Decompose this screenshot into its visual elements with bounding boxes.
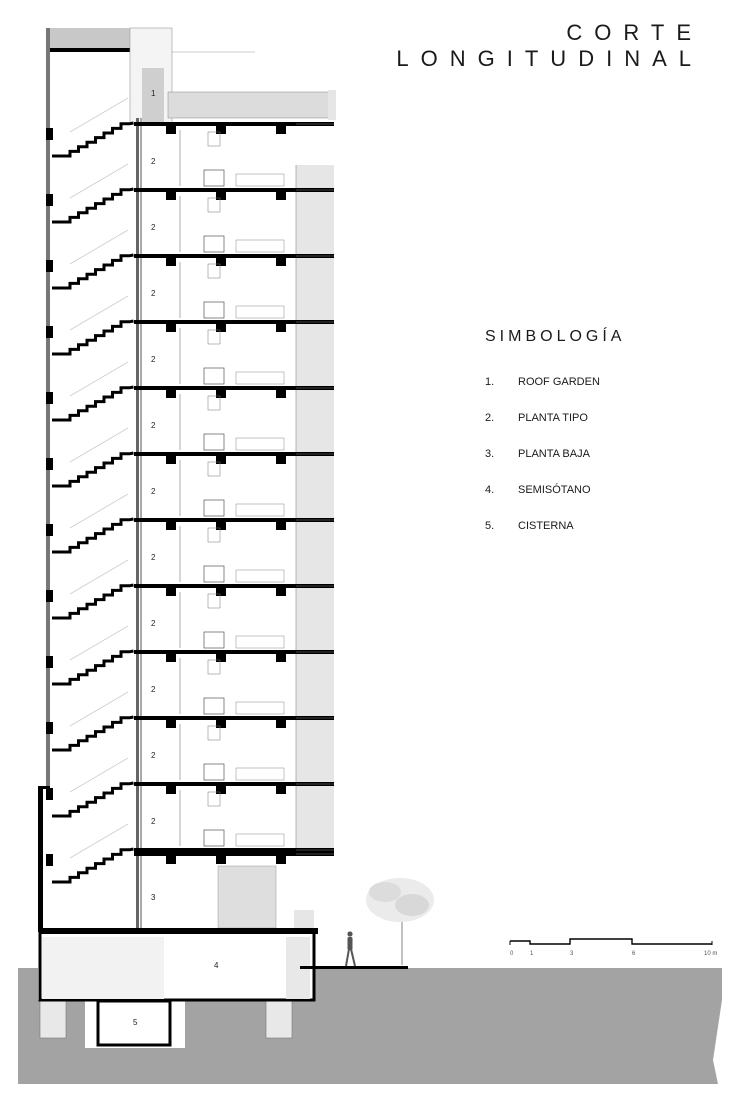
legend-item-label: PLANTA TIPO <box>518 412 588 424</box>
beam-section <box>276 785 286 794</box>
beam-section <box>276 719 286 728</box>
roof-garden-planters <box>168 92 330 118</box>
landing-slab <box>46 392 53 404</box>
legend-item <box>485 484 625 520</box>
furniture-element <box>236 636 284 648</box>
legend-item-label: CISTERNA <box>518 520 574 532</box>
scale-tick-label: 0 <box>510 951 514 957</box>
beam-section <box>166 587 176 596</box>
legend-item-number: 4. <box>485 484 495 496</box>
title-line-2: LONGITUDINAL <box>396 46 703 71</box>
legend-item-label: SEMISÓTANO <box>518 484 591 496</box>
furniture-element <box>208 660 220 674</box>
furniture-element <box>204 566 224 582</box>
furniture-element <box>208 594 220 608</box>
furniture-element <box>236 504 284 516</box>
beam-section <box>216 125 226 134</box>
furniture-element <box>236 702 284 714</box>
landing-slab <box>46 656 53 668</box>
stair-flight <box>52 519 134 552</box>
beam-section <box>276 323 286 332</box>
floor-label: 2 <box>151 223 156 232</box>
legend-item <box>485 412 625 448</box>
stair-flight <box>52 387 134 420</box>
stair-flight <box>52 255 134 288</box>
floor-label: 2 <box>151 685 156 694</box>
beam-section <box>276 587 286 596</box>
stair-flight <box>52 849 134 882</box>
beam-section <box>216 521 226 530</box>
furniture-element <box>236 240 284 252</box>
beam-section <box>276 855 286 864</box>
beam-section <box>216 389 226 398</box>
furniture-element <box>236 306 284 318</box>
scale-tick-label: 6 <box>632 951 636 957</box>
legend-title: SIMBOLOGÍA <box>485 328 626 345</box>
legend-item-number: 3. <box>485 448 495 460</box>
legend-item <box>485 448 625 484</box>
legend-item <box>485 520 625 556</box>
furniture-element <box>204 632 224 648</box>
person-figure <box>346 931 355 966</box>
label-semisotano: 4 <box>214 961 219 970</box>
furniture-element <box>204 500 224 516</box>
beam-section <box>276 389 286 398</box>
beam-section <box>166 653 176 662</box>
legend-panel <box>485 328 625 556</box>
stair-flight <box>52 453 134 486</box>
beam-section <box>276 455 286 464</box>
beam-section <box>166 719 176 728</box>
beam-section <box>166 855 176 864</box>
legend-item-number: 2. <box>485 412 495 424</box>
furniture-element <box>208 198 220 212</box>
beam-section <box>216 653 226 662</box>
legend-item-label: PLANTA BAJA <box>518 448 590 460</box>
beam-section <box>276 521 286 530</box>
furniture-element <box>204 302 224 318</box>
landing-slab <box>46 788 53 800</box>
furniture-element <box>204 698 224 714</box>
beam-section <box>216 587 226 596</box>
furniture-element <box>204 236 224 252</box>
stair-flight <box>52 717 134 750</box>
legend-item-label: ROOF GARDEN <box>518 376 600 388</box>
beam-section <box>216 719 226 728</box>
legend-item-number: 5. <box>485 520 495 532</box>
scale-tick-label: 10 m <box>704 951 718 957</box>
landing-slab <box>46 722 53 734</box>
floor-label: 2 <box>151 619 156 628</box>
label-planta-baja: 3 <box>151 893 156 902</box>
furniture-element <box>208 264 220 278</box>
scale-tick-label: 3 <box>570 951 574 957</box>
landing-slab <box>46 590 53 602</box>
landing-slab <box>46 194 53 206</box>
label-cisterna: 5 <box>133 1018 138 1027</box>
ground-floor-glazing <box>218 866 276 928</box>
landing-slab <box>46 854 53 866</box>
stair-flight <box>52 321 134 354</box>
stair-flights <box>46 98 134 882</box>
furniture-element <box>208 330 220 344</box>
furniture-element <box>236 438 284 450</box>
floor-label: 2 <box>151 487 156 496</box>
beam-section <box>216 455 226 464</box>
beam-section <box>276 191 286 200</box>
beam-section <box>166 521 176 530</box>
legend-item <box>485 376 625 412</box>
floor-label: 2 <box>151 751 156 760</box>
floor-label: 2 <box>151 289 156 298</box>
label-roof-garden: 1 <box>151 89 156 98</box>
furniture-element <box>204 170 224 186</box>
beam-section <box>276 653 286 662</box>
stair-flight <box>52 123 134 156</box>
furniture-element <box>236 372 284 384</box>
furniture-element <box>204 830 224 846</box>
furniture-element <box>208 132 220 146</box>
furniture-element <box>208 462 220 476</box>
beam-section <box>216 785 226 794</box>
furniture-element <box>236 174 284 186</box>
beam-section <box>216 855 226 864</box>
floor-label: 2 <box>151 817 156 826</box>
beam-section <box>166 257 176 266</box>
title-line-1: CORTE <box>566 20 703 45</box>
drawing-title <box>396 20 703 72</box>
furniture-element <box>236 834 284 846</box>
stair-flight <box>52 783 134 816</box>
beam-section <box>216 191 226 200</box>
beam-section <box>166 323 176 332</box>
furniture-element <box>208 528 220 542</box>
stair-flight <box>52 189 134 222</box>
furniture-element <box>204 434 224 450</box>
landing-slab <box>46 458 53 470</box>
furniture-element <box>236 768 284 780</box>
beam-section <box>216 257 226 266</box>
furniture-element <box>208 396 220 410</box>
furniture-element <box>236 570 284 582</box>
tree-figure <box>366 878 434 965</box>
beam-section <box>276 257 286 266</box>
landing-slab <box>46 326 53 338</box>
stair-flight <box>52 651 134 684</box>
stair-flight <box>52 585 134 618</box>
elevator-shaft <box>136 118 139 932</box>
furniture-element <box>208 792 220 806</box>
scale-bar <box>510 939 717 957</box>
beam-section <box>166 455 176 464</box>
landing-slab <box>46 260 53 272</box>
facade-glazing <box>296 165 334 855</box>
legend-item-number: 1. <box>485 376 495 388</box>
floor-label: 2 <box>151 421 156 430</box>
beam-section <box>166 125 176 134</box>
floor-label: 2 <box>151 355 156 364</box>
furniture-element <box>204 368 224 384</box>
entrance-slab <box>300 966 408 969</box>
scale-tick-label: 1 <box>530 951 534 957</box>
beam-section <box>276 125 286 134</box>
floor-label: 2 <box>151 157 156 166</box>
beam-section <box>166 785 176 794</box>
furniture-element <box>208 726 220 740</box>
landing-slab <box>46 524 53 536</box>
floor-label: 2 <box>151 553 156 562</box>
beam-section <box>216 323 226 332</box>
stair-core-wall <box>46 28 50 788</box>
furniture-element <box>204 764 224 780</box>
landing-slab <box>46 128 53 140</box>
beam-section <box>166 389 176 398</box>
beam-section <box>166 191 176 200</box>
